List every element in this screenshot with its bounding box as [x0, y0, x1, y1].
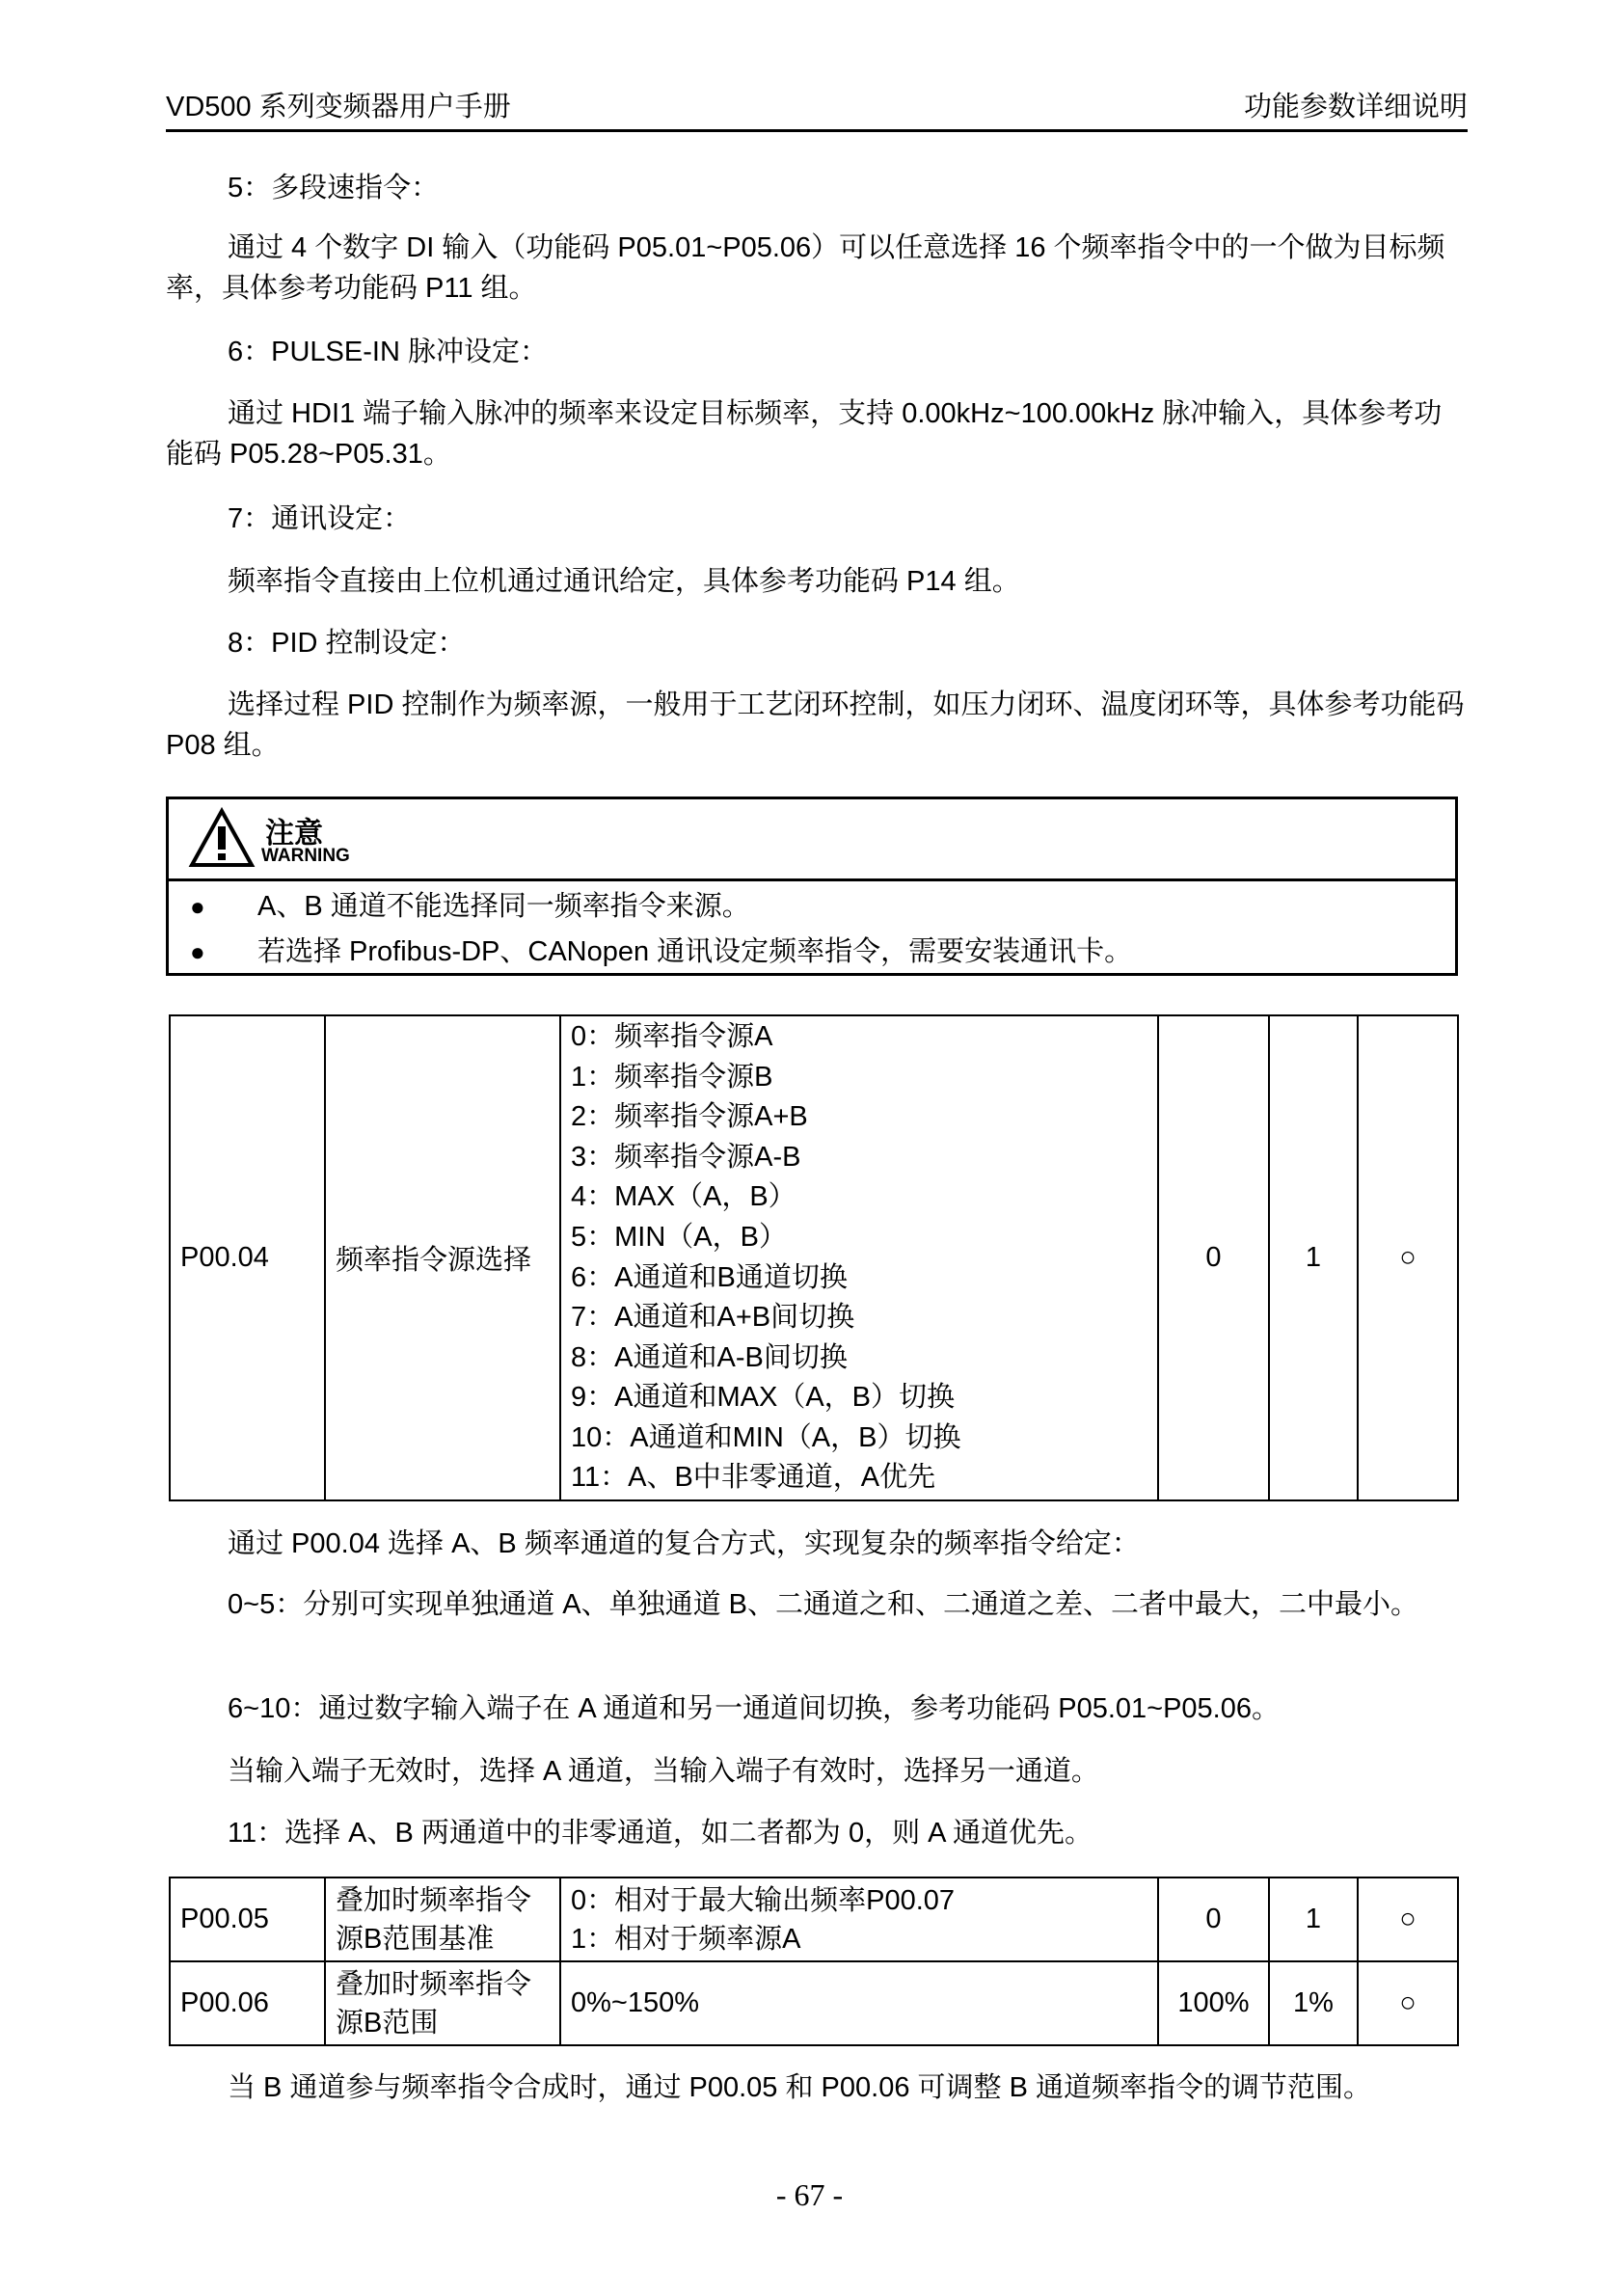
param-option: 4：MAX（A，B）: [571, 1181, 796, 1213]
param-code: P00.06: [170, 1961, 325, 2045]
param-option: 5：MIN（A，B）: [571, 1221, 787, 1253]
header-manual-title: VD500 系列变频器用户手册: [166, 92, 511, 122]
param-option: 6：A通道和B通道切换: [571, 1261, 848, 1293]
page-number: - 67 -: [775, 2177, 844, 2212]
p00-04-range-6-10: 6~10：通过数字输入端子在 A 通道和另一通道间切换，参考功能码 P05.01~P05.06。: [228, 1693, 1280, 1724]
param-table-p00-04: [169, 1014, 1459, 1501]
item-6-description: 通过 HDI1 端子输入脉冲的频率来设定目标频率，支持 0.00kHz~100.00kHz 脉冲输入，具体参考功能码 P05.28~P05.31。: [166, 398, 1443, 470]
item-5-description: 通过 4 个数字 DI 输入（功能码 P05.01~P05.06）可以任意选择 16 个频率指令中的一个做为目标频率，具体参考功能码 P11 组。: [166, 232, 1445, 304]
table-row: [170, 1877, 1458, 1961]
p00-04-range-0-5: 0~5：分别可实现单独通道 A、单独通道 B、二通道之和、二通道之差、二者中最大，二中最小。: [228, 1589, 1418, 1620]
param-code: P00.05: [170, 1877, 325, 1961]
param-option: 2：频率指令源A+B: [571, 1101, 808, 1133]
warning-item-text: A、B 通道不能选择同一频率指令来源。: [257, 891, 750, 922]
p00-04-switch-note: 当输入端子无效时，选择 A 通道，当输入端子有效时，选择另一通道。: [228, 1756, 1099, 1787]
p00-04-option-11: 11：选择 A、B 两通道中的非零通道，如二者都为 0，则 A 通道优先。: [228, 1818, 1093, 1849]
item-6-heading: 6：PULSE-IN 脉冲设定：: [228, 337, 548, 367]
header-section-title: 功能参数详细说明: [1243, 92, 1468, 122]
param-option: 11：A、B中非零通道，A优先: [571, 1462, 936, 1494]
table-row: [170, 1015, 1458, 1500]
param-option: 0%~150%: [571, 1987, 700, 2018]
param-option: 0：相对于最大输出频率P00.07: [571, 1884, 956, 1916]
page-header: [166, 85, 1468, 132]
param-option: 1：相对于频率源A: [571, 1923, 801, 1955]
param-unit: 1: [1269, 1015, 1358, 1500]
param-default: 0: [1158, 1015, 1269, 1500]
b-channel-range-note: 当 B 通道参与频率指令合成时，通过 P00.05 和 P00.06 可调整 B 通道频率指令的调节范围。: [228, 2072, 1371, 2103]
param-unit: 1%: [1269, 1961, 1358, 2045]
param-option: 3：频率指令源A-B: [571, 1141, 801, 1173]
param-name: 频率指令源选择: [325, 1015, 560, 1500]
item-7-heading: 7：通讯设定：: [228, 503, 412, 534]
param-code: P00.04: [170, 1015, 325, 1500]
warning-title: 注意: [265, 818, 323, 850]
param-option: 1：频率指令源B: [571, 1061, 773, 1093]
param-option: 0：频率指令源A: [571, 1020, 773, 1052]
param-table-p00-05-06: [169, 1877, 1459, 2046]
warning-subtitle: WARNING: [261, 846, 350, 866]
param-options: [560, 1961, 1158, 2045]
item-7-description: 频率指令直接由上位机通过通讯给定，具体参考功能码 P14 组。: [228, 566, 1020, 597]
bullet-icon: ●: [190, 937, 205, 966]
param-option: 9：A通道和MAX（A，B）切换: [571, 1382, 955, 1414]
param-option: 8：A通道和A-B间切换: [571, 1341, 848, 1373]
param-unit: 1: [1269, 1877, 1358, 1961]
warning-box: [166, 797, 1458, 976]
item-8-heading: 8：PID 控制设定：: [228, 628, 466, 659]
p00-04-summary: 通过 P00.04 选择 A、B 频率通道的复合方式，实现复杂的频率指令给定：: [228, 1528, 1140, 1559]
param-name: 叠加时频率指令源B范围基准: [325, 1877, 560, 1961]
warning-header: [169, 799, 1455, 881]
table-row: [170, 1961, 1458, 2045]
warning-item-text: 若选择 Profibus-DP、CANopen 通讯设定频率指令，需要安装通讯卡。: [257, 936, 1133, 967]
param-option: 7：A通道和A+B间切换: [571, 1302, 855, 1334]
param-options: [560, 1877, 1158, 1961]
param-attribute: ○: [1358, 1877, 1458, 1961]
param-options: [560, 1015, 1158, 1500]
warning-triangle-icon: [188, 807, 256, 869]
param-default: 100%: [1158, 1961, 1269, 2045]
item-5-heading: 5：多段速指令：: [228, 173, 440, 203]
param-attribute: ○: [1358, 1015, 1458, 1500]
param-option: 10：A通道和MIN（A，B）切换: [571, 1421, 961, 1453]
bullet-icon: ●: [190, 892, 205, 921]
param-default: 0: [1158, 1877, 1269, 1961]
param-attribute: ○: [1358, 1961, 1458, 2045]
param-name: 叠加时频率指令源B范围: [325, 1961, 560, 2045]
item-8-description: 选择过程 PID 控制作为频率源，一般用于工艺闭环控制，如压力闭环、温度闭环等，具体参考功能码 P08 组。: [166, 689, 1465, 761]
